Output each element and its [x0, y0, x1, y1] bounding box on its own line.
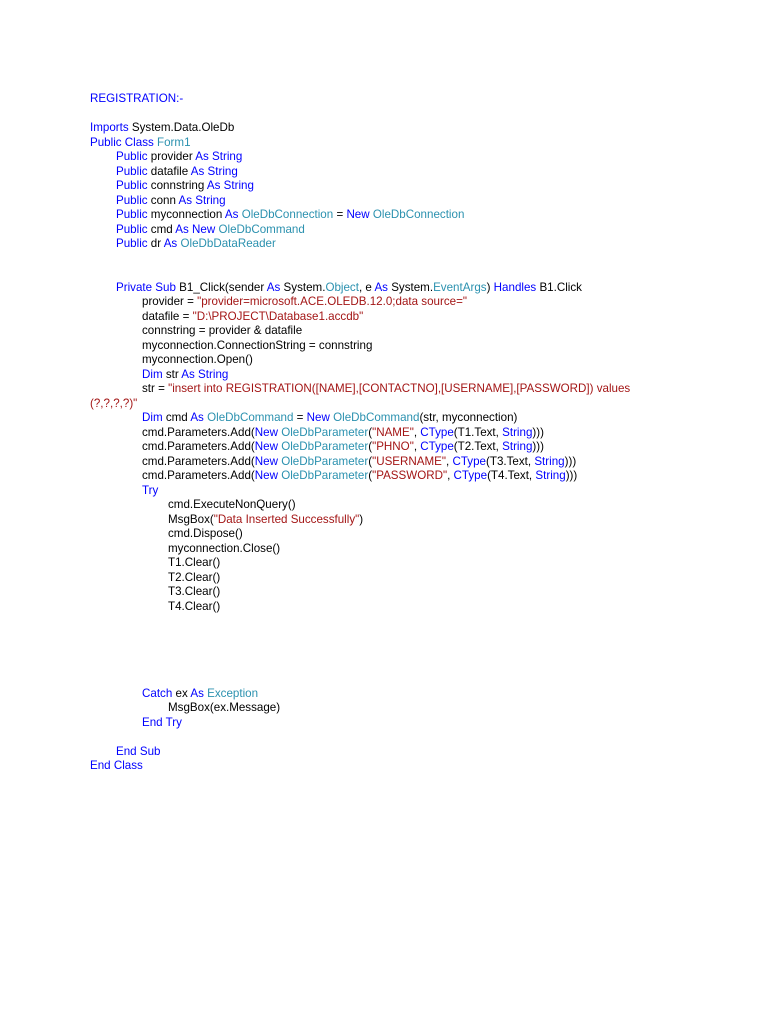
- keyword-token: String: [535, 469, 566, 482]
- code-line: [90, 440, 630, 455]
- keyword-token: Private Sub: [116, 280, 176, 294]
- keyword-token: Public: [116, 150, 148, 163]
- string-token: "insert into REGISTRATION([NAME],[CONTACTNO],[USERNAME],[PASSWORD]) values: [168, 382, 631, 395]
- code-token: ex: [172, 686, 191, 700]
- blank-line: [90, 252, 630, 267]
- code-token: myconnection: [147, 208, 225, 221]
- code-token: myconnection.ConnectionString = connstring: [142, 338, 373, 352]
- keyword-token: REGISTRATION:-: [90, 92, 184, 105]
- keyword-token: Public: [116, 222, 148, 236]
- code-line: [90, 687, 630, 702]
- keyword-token: End Class: [90, 759, 143, 772]
- keyword-token: Public Class: [90, 135, 158, 149]
- type-token: OleDbParameter: [281, 425, 369, 439]
- code-token: (: [368, 454, 373, 468]
- code-line: [90, 527, 630, 542]
- keyword-token: Try: [142, 483, 159, 497]
- code-line: [90, 585, 630, 600]
- code-token: ))): [532, 425, 544, 439]
- code-line: [90, 542, 630, 557]
- type-token: Exception: [207, 686, 259, 700]
- keyword-token: Handles: [493, 280, 537, 294]
- code-line: [90, 513, 630, 528]
- code-line: [90, 469, 630, 484]
- type-token: OleDbConnection: [241, 208, 334, 221]
- keyword-token: As String: [206, 179, 254, 192]
- code-token: B1_Click(sender: [175, 280, 267, 294]
- code-token: (: [368, 440, 373, 453]
- code-line: [90, 136, 630, 151]
- code-line: [90, 208, 630, 223]
- keyword-token: Public: [116, 208, 148, 221]
- keyword-token: As String: [178, 193, 226, 207]
- code-line: [90, 571, 630, 586]
- type-token: OleDbParameter: [281, 469, 369, 482]
- keyword-token: Public: [116, 179, 148, 192]
- code-token: T2.Clear(): [168, 570, 221, 584]
- blank-line: [90, 658, 630, 673]
- keyword-token: As String: [190, 164, 238, 178]
- keyword-token: As: [374, 280, 388, 294]
- code-token: (T4.Text,: [487, 469, 536, 482]
- type-token: OleDbDataReader: [180, 237, 276, 250]
- code-token: (T3.Text,: [486, 454, 535, 468]
- code-token: ,: [413, 425, 421, 439]
- code-token: =: [333, 208, 347, 221]
- code-line: [90, 455, 630, 470]
- keyword-token: New: [346, 208, 370, 221]
- code-token: B1.Click: [536, 280, 582, 294]
- keyword-token: As New: [175, 222, 216, 236]
- code-token: ,: [447, 469, 454, 482]
- code-token: ))): [532, 440, 544, 453]
- string-token: "Data Inserted Successfully": [213, 512, 360, 526]
- code-token: myconnection.Close(): [168, 541, 281, 555]
- keyword-token: String: [502, 425, 533, 439]
- string-token: "D:\PROJECT\Database1.accdb": [192, 309, 364, 323]
- code-token: ))): [565, 469, 578, 482]
- type-token: EventArgs: [433, 280, 487, 294]
- keyword-token: Dim: [142, 367, 163, 381]
- keyword-token: New: [254, 440, 278, 453]
- keyword-token: Imports: [90, 121, 129, 134]
- code-token: dr: [147, 237, 164, 250]
- keyword-token: CType: [420, 440, 454, 453]
- blank-line: [90, 629, 630, 644]
- code-token: provider =: [142, 295, 198, 308]
- code-line: [90, 484, 630, 499]
- code-line: [90, 165, 630, 180]
- code-line: [90, 150, 630, 165]
- string-token: "PASSWORD": [372, 469, 448, 482]
- keyword-token: Public: [116, 237, 148, 250]
- string-token: "provider=microsoft.ACE.OLEDB.12.0;data source=": [197, 295, 467, 308]
- code-token: connstring: [147, 179, 207, 192]
- keyword-token: As: [190, 686, 204, 700]
- code-token: ))): [564, 454, 577, 468]
- code-line: [90, 556, 630, 571]
- code-token: ,: [446, 454, 453, 468]
- code-token: System.Data.OleDb: [128, 121, 235, 134]
- keyword-token: New: [306, 411, 330, 424]
- code-token: str: [162, 367, 182, 381]
- keyword-token: New: [254, 454, 278, 468]
- code-line: [90, 194, 630, 209]
- code-token: System.: [387, 280, 434, 294]
- code-line: [90, 324, 630, 339]
- code-line: [90, 701, 630, 716]
- blank-line: [90, 614, 630, 629]
- type-token: OleDbConnection: [372, 208, 465, 221]
- code-token: (T2.Text,: [453, 440, 503, 453]
- code-token: ,: [413, 440, 421, 453]
- code-line: [90, 223, 630, 238]
- code-token: datafile =: [142, 309, 193, 323]
- keyword-token: End Try: [142, 715, 182, 729]
- code-token: MsgBox(ex.Message): [168, 701, 281, 714]
- type-token: Object: [325, 280, 359, 294]
- blank-line: [90, 672, 630, 687]
- code-token: cmd: [162, 411, 191, 424]
- code-token: (T1.Text,: [453, 425, 503, 439]
- type-token: Form1: [157, 135, 191, 149]
- type-token: OleDbParameter: [281, 440, 369, 453]
- keyword-token: As String: [195, 150, 243, 163]
- blank-line: [90, 107, 630, 122]
- code-token: =: [293, 411, 307, 424]
- keyword-token: As: [266, 280, 281, 294]
- keyword-token: End Sub: [116, 744, 161, 758]
- type-token: OleDbCommand: [333, 411, 420, 424]
- keyword-token: New: [254, 469, 278, 482]
- code-token: System.: [280, 280, 326, 294]
- code-token: T1.Clear(): [168, 556, 221, 569]
- type-token: OleDbCommand: [218, 222, 305, 236]
- keyword-token: As String: [181, 367, 229, 381]
- code-line: [90, 745, 630, 760]
- keyword-token: String: [534, 454, 565, 468]
- keyword-token: Public: [116, 193, 148, 207]
- blank-line: [90, 266, 630, 281]
- keyword-token: New: [254, 425, 278, 439]
- type-token: OleDbParameter: [281, 454, 369, 468]
- keyword-token: As: [190, 411, 204, 424]
- keyword-token: Catch: [142, 686, 173, 700]
- code-line: [90, 426, 630, 441]
- code-line: [90, 295, 630, 310]
- code-token: datafile: [147, 164, 191, 178]
- code-token: ): [486, 280, 494, 294]
- code-line: [90, 310, 630, 325]
- code-line: [90, 353, 630, 368]
- code-token: cmd.ExecuteNonQuery(): [168, 498, 296, 511]
- keyword-token: As: [224, 208, 239, 221]
- code-line: [90, 92, 630, 107]
- code-line: [90, 716, 630, 731]
- code-listing: [90, 92, 630, 774]
- code-line: [90, 397, 630, 412]
- code-line: [90, 759, 630, 774]
- code-token: cmd.Parameters.Add(: [142, 469, 255, 482]
- code-token: conn: [147, 193, 179, 207]
- code-token: cmd.Parameters.Add(: [142, 425, 255, 439]
- code-line: [90, 600, 630, 615]
- code-token: cmd.Parameters.Add(: [142, 454, 255, 468]
- code-token: T4.Clear(): [168, 599, 221, 613]
- code-line: [90, 382, 630, 397]
- blank-line: [90, 643, 630, 658]
- keyword-token: CType: [452, 454, 486, 468]
- code-line: [90, 179, 630, 194]
- type-token: OleDbCommand: [207, 411, 294, 424]
- code-token: (: [368, 425, 373, 439]
- code-line: [90, 237, 630, 252]
- string-token: "NAME": [372, 425, 414, 439]
- code-token: (: [368, 469, 373, 482]
- code-token: , e: [358, 280, 375, 294]
- blank-line: [90, 730, 630, 745]
- code-token: (str, myconnection): [419, 411, 518, 424]
- code-line: [90, 498, 630, 513]
- code-line: [90, 281, 630, 296]
- keyword-token: CType: [420, 425, 454, 439]
- string-token: "USERNAME": [372, 454, 447, 468]
- code-token: T3.Clear(): [168, 585, 221, 598]
- code-line: [90, 121, 630, 136]
- code-token: connstring = provider & datafile: [142, 324, 303, 337]
- keyword-token: As: [163, 237, 178, 250]
- code-token: cmd.Dispose(): [168, 527, 243, 540]
- string-token: "PHNO": [372, 440, 414, 453]
- code-line: [90, 339, 630, 354]
- keyword-token: CType: [453, 469, 488, 482]
- code-token: cmd.Parameters.Add(: [142, 440, 255, 453]
- code-line: [90, 368, 630, 383]
- keyword-token: Dim: [142, 411, 163, 424]
- code-token: MsgBox(: [168, 512, 214, 526]
- code-token: provider: [147, 150, 196, 163]
- code-token: cmd: [147, 222, 176, 236]
- string-token: (?,?,?,?)": [90, 396, 138, 410]
- keyword-token: String: [502, 440, 533, 453]
- code-token: str =: [142, 382, 169, 395]
- code-token: ): [359, 512, 364, 526]
- code-line: [90, 411, 630, 426]
- code-token: myconnection.Open(): [142, 353, 253, 366]
- keyword-token: Public: [116, 164, 148, 178]
